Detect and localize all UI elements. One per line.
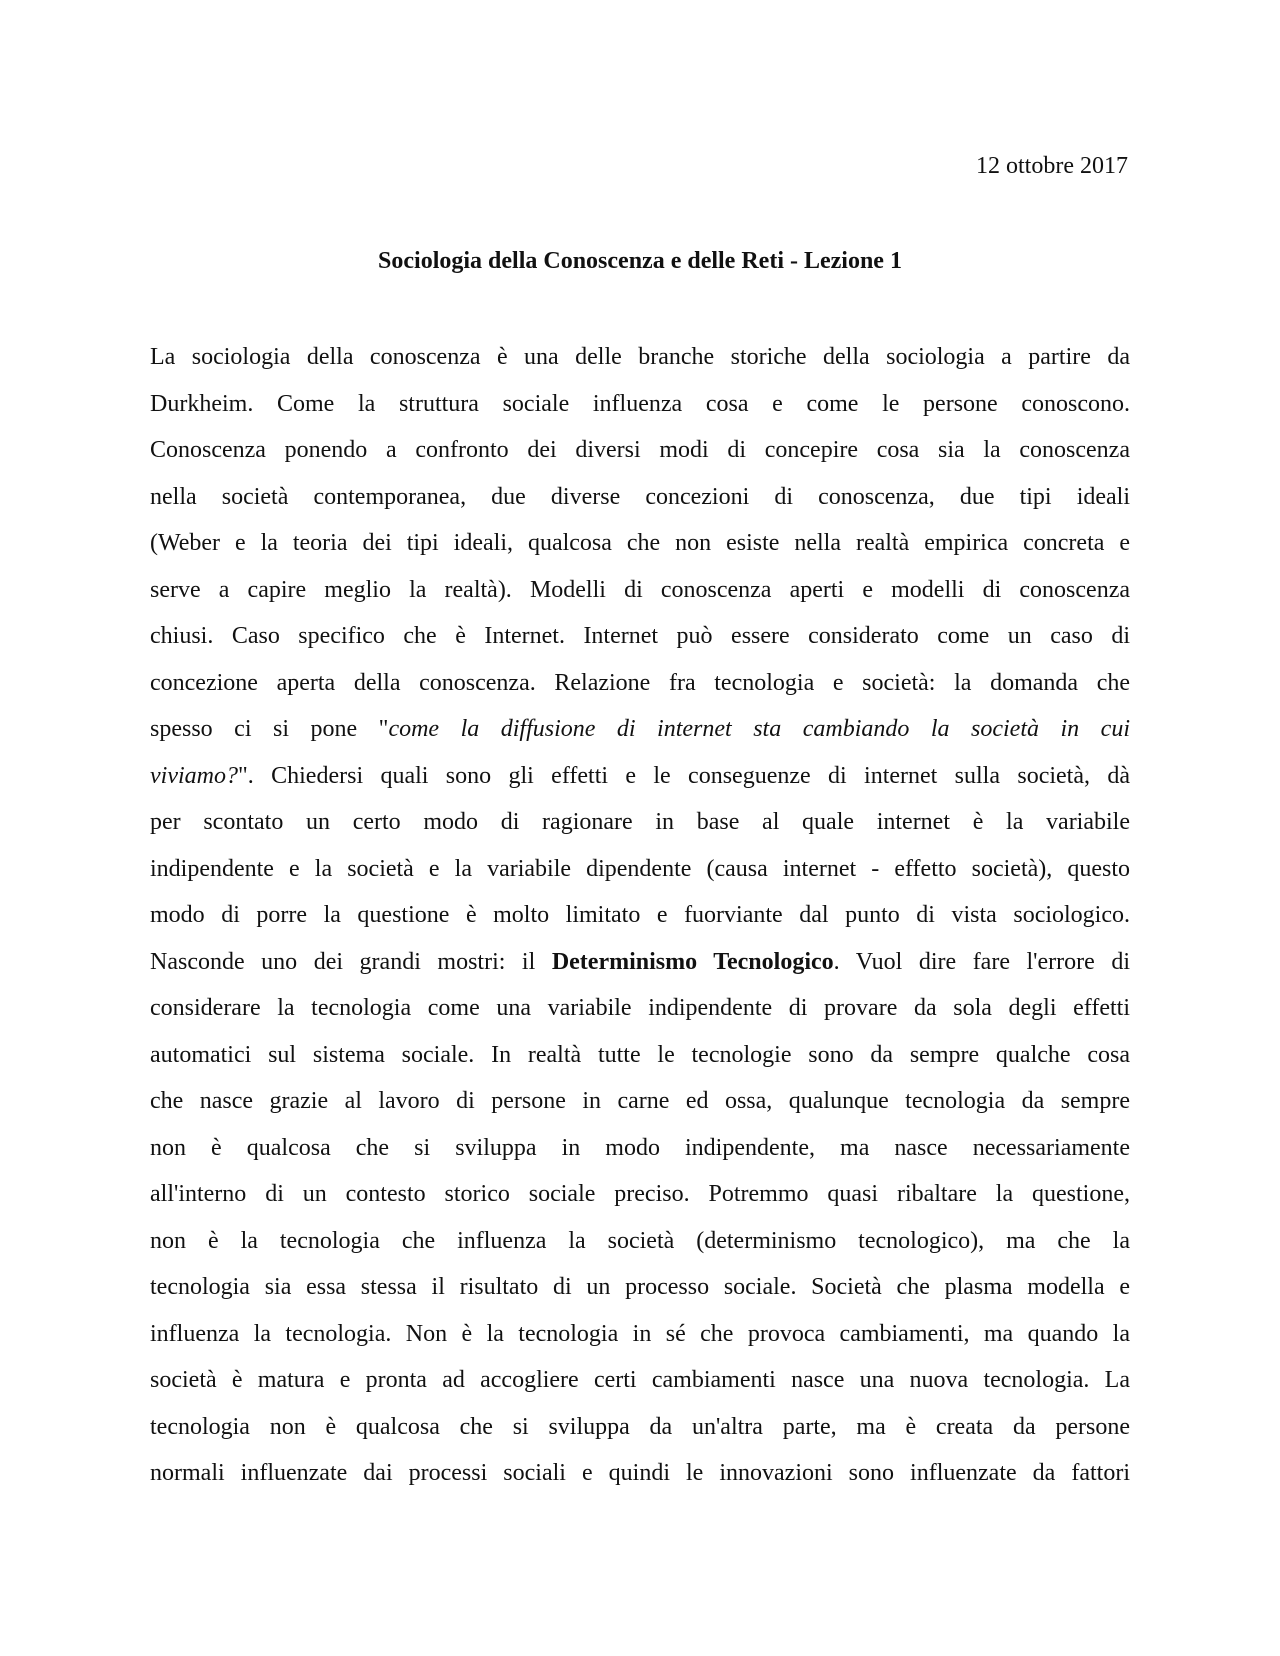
paragraph-line-bold-term xyxy=(150,939,1130,986)
document-date: 12 ottobre 2017 xyxy=(976,153,1128,179)
paragraph-line: automatici sul sistema sociale. In realtà tutte le tecnologie sono da sempre qualche cosa xyxy=(150,1041,1130,1068)
paragraph-line: considerare la tecnologia come una variabile indipendente di provare da sola degli effetti xyxy=(150,995,1130,1021)
paragraph-line: tecnologia sia essa stessa il risultato di un processo sociale. Società che plasma modella e xyxy=(150,1274,1130,1300)
paragraph-line: concezione aperta della conoscenza. Relazione fra tecnologia e società: la domanda che xyxy=(150,669,1130,696)
quote-lead-text: spesso ci si pone " xyxy=(150,716,389,742)
paragraph-line: che nasce grazie al lavoro di persone in carne ed ossa, qualunque tecnologia da sempre xyxy=(150,1088,1130,1114)
paragraph-line: non è qualcosa che si sviluppa in modo indipendente, ma nasce necessariamente xyxy=(150,1134,1130,1161)
bold-term: Determinismo Tecnologico xyxy=(551,948,834,975)
quote-italic-end: viviamo? xyxy=(150,762,238,789)
paragraph-line: normali influenzate dai processi sociali e quindi le innovazioni sono influenzate da fattori xyxy=(150,1460,1130,1486)
paragraph-line: Durkheim. Come la struttura sociale influenza cosa e come le persone conoscono. xyxy=(150,390,1130,417)
paragraph-line: nella società contemporanea, due diverse concezioni di conoscenza, due tipi ideali xyxy=(150,483,1130,510)
paragraph-line: La sociologia della conoscenza è una delle branche storiche della sociologia a partire da xyxy=(150,344,1130,370)
quote-trailing-text: ". Chiedersi quali sono gli effetti e le conseguenze di internet sulla società, dà xyxy=(237,762,1130,789)
paragraph-line: influenza la tecnologia. Non è la tecnologia in sé che provoca cambiamenti, ma quando la xyxy=(150,1320,1130,1347)
paragraph-line: modo di porre la questione è molto limitato e fuorviante dal punto di vista sociologico. xyxy=(150,902,1130,928)
paragraph-line: per scontato un certo modo di ragionare in base al quale internet è la variabile xyxy=(150,809,1130,835)
paragraph-line: indipendente e la società e la variabile dipendente (causa internet - effetto società), questo xyxy=(150,855,1130,882)
paragraph-line: società è matura e pronta ad accogliere certi cambiamenti nasce una nuova tecnologia. La xyxy=(150,1367,1130,1393)
paragraph-line: chiusi. Caso specifico che è Internet. Internet può essere considerato come un caso di xyxy=(150,623,1130,649)
paragraph-line-quote-end xyxy=(150,753,1130,800)
paragraph-line: all'interno di un contesto storico sociale preciso. Potremmo quasi ribaltare la questione, xyxy=(150,1181,1130,1207)
paragraph-line: (Weber e la teoria dei tipi ideali, qualcosa che non esiste nella realtà empirica concreta e xyxy=(150,530,1130,556)
body-paragraph xyxy=(150,334,1130,1497)
paragraph-line-quote-start xyxy=(150,706,1130,753)
bold-lead-text: Nasconde uno dei grandi mostri: il xyxy=(150,948,552,975)
bold-trailing-text: . Vuol dire fare l'errore di xyxy=(833,948,1130,975)
paragraph-line: Conoscenza ponendo a confronto dei diversi modi di concepire cosa sia la conoscenza xyxy=(150,437,1130,463)
quote-italic-text: come la diffusione di internet sta cambiando la società in cui xyxy=(388,716,1130,742)
paragraph-line: non è la tecnologia che influenza la società (determinismo tecnologico), ma che la xyxy=(150,1227,1130,1254)
paragraph-line: tecnologia non è qualcosa che si sviluppa da un'altra parte, ma è creata da persone xyxy=(150,1413,1130,1440)
document-title: Sociologia della Conoscenza e delle Reti - Lezione 1 xyxy=(378,248,902,274)
paragraph-line: serve a capire meglio la realtà). Modelli di conoscenza aperti e modelli di conoscenza xyxy=(150,576,1130,603)
